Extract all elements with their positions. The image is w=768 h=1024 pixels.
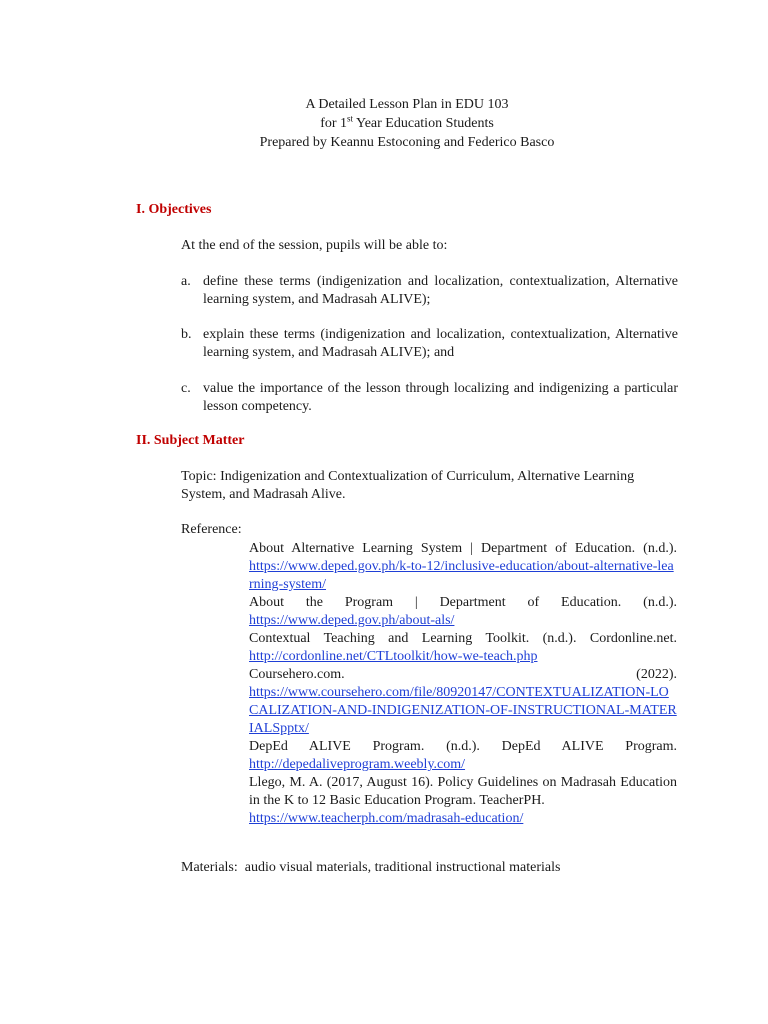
- reference-entry: [249, 630, 677, 666]
- objectives-heading: I. Objectives: [136, 202, 212, 217]
- objective-marker: a.: [181, 274, 191, 289]
- reference-link[interactable]: https://www.coursehero.com/file/80920147/CONTEXTUALIZATION-LOCALIZATION-AND-INDIGENIZATION-OF-INSTRUCTIONAL-MATERIALSpptx/: [249, 685, 677, 736]
- reference-citation: About Alternative Learning System | Department of Education. (n.d.).: [249, 541, 677, 556]
- objective-item-a: [181, 273, 678, 309]
- objective-text: value the importance of the lesson through localizing and indigenizing a particular lesson competency.: [203, 381, 678, 414]
- objective-marker: c.: [181, 381, 191, 396]
- materials-value: audio visual materials, traditional instructional materials: [244, 860, 561, 875]
- materials-label: Materials:: [181, 860, 238, 875]
- reference-entry: [249, 540, 677, 594]
- header-audience-sup: st: [347, 113, 354, 124]
- reference-link[interactable]: http://depedaliveprogram.weebly.com/: [249, 757, 466, 772]
- objective-marker: b.: [181, 327, 192, 342]
- materials-line: [181, 860, 560, 876]
- reference-link[interactable]: https://www.deped.gov.ph/about-als/: [249, 613, 455, 628]
- objective-text: explain these terms (indigenization and localization, contextualization, Alternative learning system, and Madrasah ALIVE); and: [203, 327, 678, 360]
- reference-citation: Coursehero.com. (2022).: [249, 667, 677, 682]
- objectives-intro: At the end of the session, pupils will be able to:: [181, 238, 448, 253]
- reference-link[interactable]: http://cordonline.net/CTLtoolkit/how-we-teach.php: [249, 649, 538, 664]
- reference-list: [249, 540, 677, 828]
- reference-citation: About the Program | Department of Education. (n.d.).: [249, 595, 677, 610]
- header-audience: [0, 114, 768, 133]
- header-authors: Prepared by Keannu Estoconing and Federico Basco: [259, 135, 555, 150]
- reference-link[interactable]: https://www.teacherph.com/madrasah-education/: [249, 811, 524, 826]
- reference-entry: [249, 738, 677, 774]
- header-audience-prefix: for 1: [320, 116, 348, 131]
- reference-label: Reference:: [181, 522, 242, 537]
- reference-entry: [249, 594, 677, 630]
- reference-citation: DepEd ALIVE Program. (n.d.). DepEd ALIVE Program.: [249, 739, 677, 754]
- header-audience-suffix: Year Education Students: [353, 116, 494, 131]
- objective-item-c: [181, 380, 678, 416]
- reference-entry: [249, 774, 677, 828]
- reference-citation: Llego, M. A. (2017, August 16). Policy Guidelines on Madrasah Education in the K to 12 Basic Education Program. TeacherPH.: [249, 775, 677, 808]
- document-header: [0, 95, 768, 152]
- objective-item-b: [181, 326, 678, 362]
- subject-matter-heading: II. Subject Matter: [136, 433, 245, 448]
- reference-link[interactable]: https://www.deped.gov.ph/k-to-12/inclusive-education/about-alternative-learning-system/: [249, 559, 674, 592]
- reference-citation: Contextual Teaching and Learning Toolkit. (n.d.). Cordonline.net.: [249, 631, 677, 646]
- reference-entry: [249, 666, 677, 738]
- header-title: A Detailed Lesson Plan in EDU 103: [305, 97, 509, 112]
- objective-text: define these terms (indigenization and localization, contextualization, Alternative learning system, and Madrasah ALIVE);: [203, 274, 678, 307]
- topic-text: Topic: Indigenization and Contextualization of Curriculum, Alternative Learning System, and Madrasah Alive.: [181, 469, 635, 502]
